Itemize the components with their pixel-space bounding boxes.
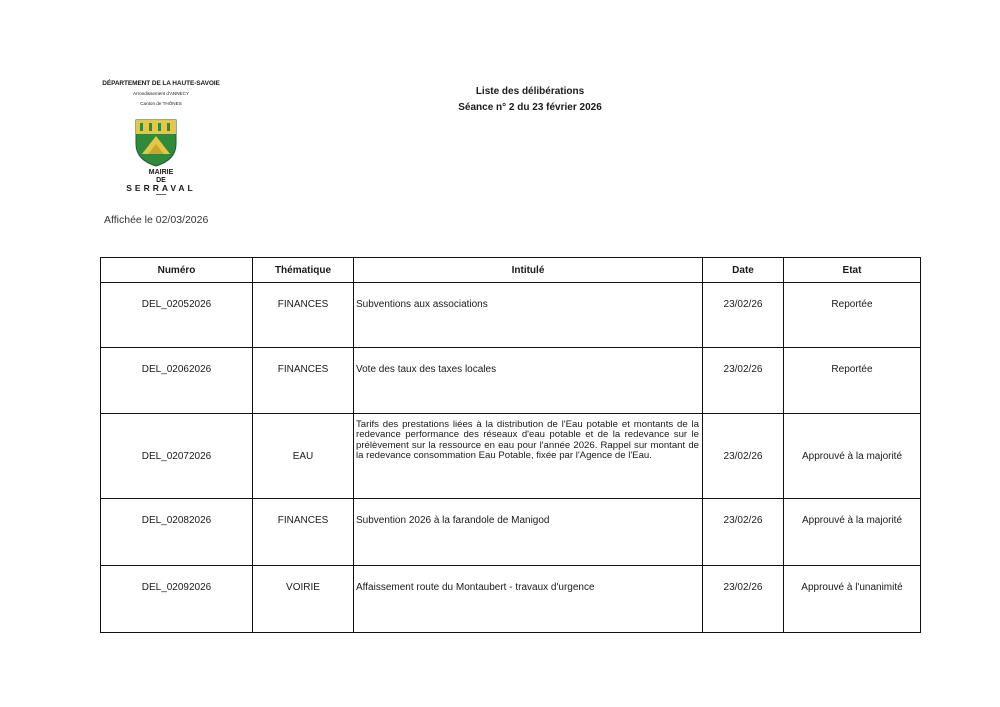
cell-thematique: FINANCES	[253, 348, 354, 414]
cell-intitule: Vote des taux des taxes locales	[354, 348, 703, 414]
coat-of-arms-icon	[134, 118, 178, 168]
commune-name: SERRAVAL	[126, 183, 196, 193]
cell-date: 23/02/26	[703, 348, 784, 414]
document-title: Liste des délibérations	[475, 86, 585, 97]
column-header-intitule: Intitulé	[354, 258, 703, 283]
department-name: DÉPARTEMENT DE LA HAUTE-SAVOIE	[102, 80, 220, 87]
arrondissement: Arrondissement d'ANNECY	[132, 91, 190, 96]
de-label: DE	[156, 177, 166, 184]
cell-date: 23/02/26	[703, 283, 784, 348]
posting-date: Affichée le 02/03/2026	[104, 214, 209, 226]
table-row	[101, 283, 921, 348]
cell-thematique: FINANCES	[253, 499, 354, 566]
cell-etat: Reportée	[784, 283, 921, 348]
table-row	[101, 499, 921, 566]
table-header-row	[101, 258, 921, 283]
cell-numero: DEL_02092026	[101, 566, 253, 633]
cell-thematique: VOIRIE	[253, 566, 354, 633]
cell-etat: Reportée	[784, 348, 921, 414]
cell-intitule: Affaissement route du Montaubert - travaux d'urgence	[354, 566, 703, 633]
column-header-numero: Numéro	[101, 258, 253, 283]
cell-etat: Approuvé à la majorité	[784, 414, 921, 499]
cell-intitule: Tarifs des prestations liées à la distribution de l'Eau potable et montants de la redevance performance des réseaux d'eau potable et de la redevance sur le prélèvement sur la ressource en eau pour l'année 2026. Rappel sur montant de la redevance consommation Eau Potable, fixée par l'Agence de l'Eau.	[354, 414, 703, 499]
cell-thematique: EAU	[253, 414, 354, 499]
cell-numero: DEL_02072026	[101, 414, 253, 499]
divider	[156, 194, 166, 195]
column-header-date: Date	[703, 258, 784, 283]
cell-numero: DEL_02062026	[101, 348, 253, 414]
cell-date: 23/02/26	[703, 499, 784, 566]
table-row	[101, 414, 921, 499]
cell-intitule: Subventions aux associations	[354, 283, 703, 348]
cell-date: 23/02/26	[703, 414, 784, 499]
cell-etat: Approuvé à la majorité	[784, 499, 921, 566]
cell-thematique: FINANCES	[253, 283, 354, 348]
cell-numero: DEL_02082026	[101, 499, 253, 566]
cell-numero: DEL_02052026	[101, 283, 253, 348]
cell-intitule: Subvention 2026 à la farandole de Manigod	[354, 499, 703, 566]
cell-etat: Approuvé à l'unanimité	[784, 566, 921, 633]
column-header-etat: Etat	[784, 258, 921, 283]
mairie-label: MAIRIE	[148, 169, 174, 176]
column-header-thematique: Thématique	[253, 258, 354, 283]
table-row	[101, 348, 921, 414]
canton: Canton de THÔNES	[140, 101, 182, 106]
session-title: Séance n° 2 du 23 février 2026	[458, 102, 602, 113]
deliberations-table	[100, 257, 921, 633]
cell-date: 23/02/26	[703, 566, 784, 633]
table-row	[101, 566, 921, 633]
